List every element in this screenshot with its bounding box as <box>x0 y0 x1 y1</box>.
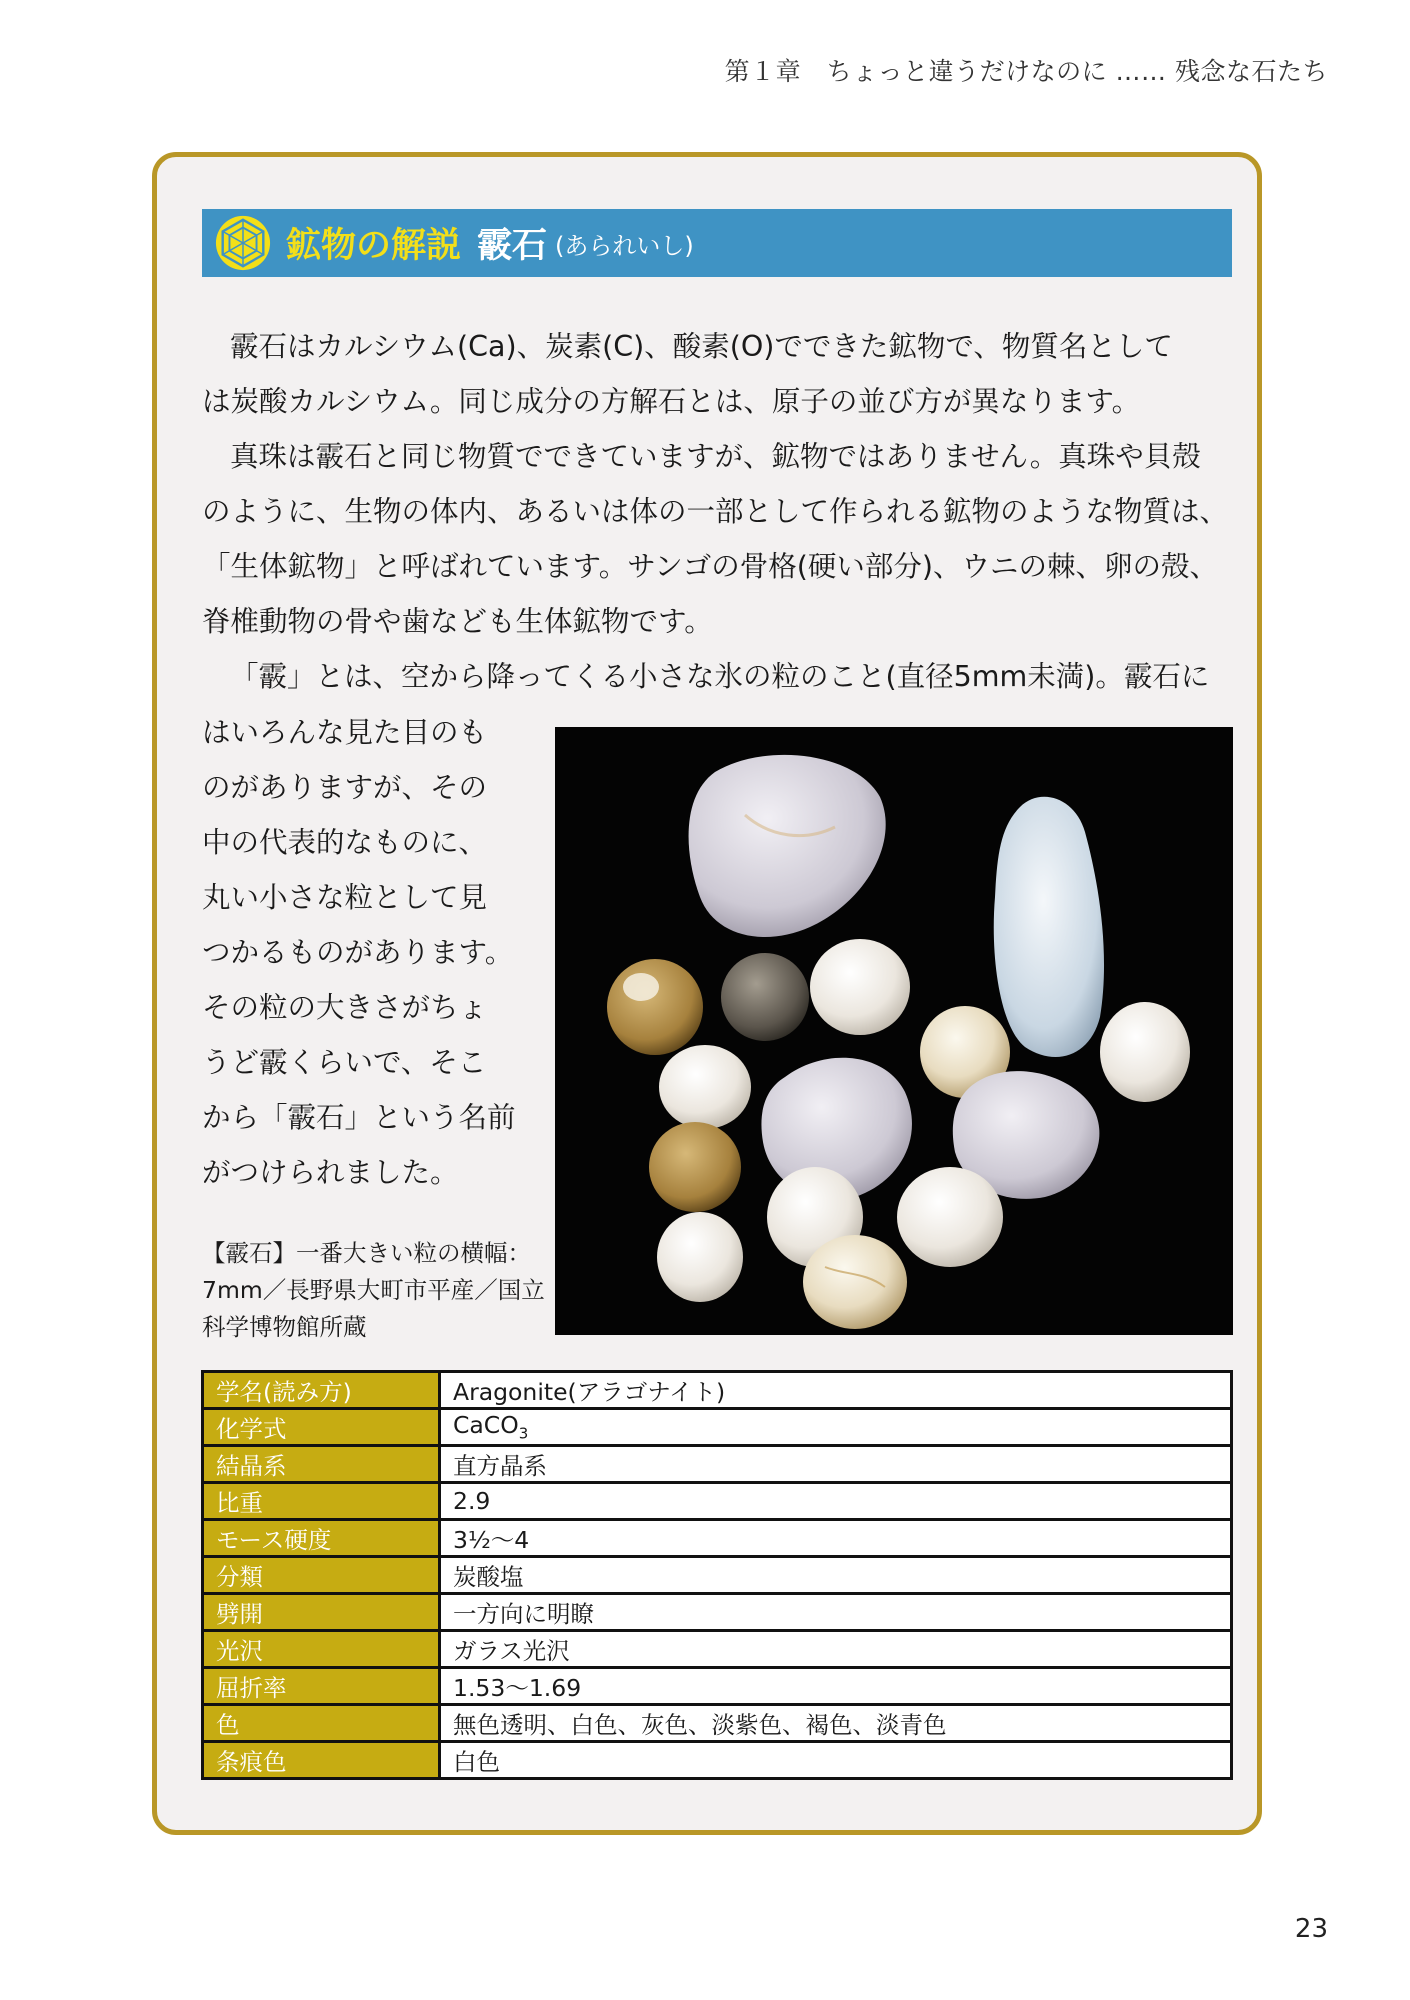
property-label: 結晶系 <box>203 1446 440 1483</box>
property-value: 2.9 <box>440 1483 1232 1520</box>
property-value: 炭酸塩 <box>440 1557 1232 1594</box>
property-value: Aragonite(アラゴナイト) <box>440 1372 1232 1409</box>
paragraph-biomineral <box>202 429 1228 649</box>
text-line: がつけられました。 <box>202 1156 459 1189</box>
aragonite-photo <box>555 727 1233 1335</box>
text-line: 霰石はカルシウム(Ca)、炭素(C)、酸素(O)でできた鉱物で、物質名として <box>230 330 1173 363</box>
table-row <box>203 1446 1232 1483</box>
paragraph-name-origin-continued <box>202 705 516 1200</box>
text-line: 丸い小さな粒として見 <box>202 881 488 914</box>
page-number: 23 <box>1294 1914 1328 1944</box>
section-title: 鉱物の解説 <box>286 226 462 266</box>
text-line: 脊椎動物の骨や歯なども生体鉱物です。 <box>202 605 713 638</box>
property-label: モース硬度 <box>203 1520 440 1557</box>
table-row <box>203 1483 1232 1520</box>
title-bar <box>202 209 1232 277</box>
property-value: 直方晶系 <box>440 1446 1232 1483</box>
property-label: 比重 <box>203 1483 440 1520</box>
property-value: 一方向に明瞭 <box>440 1594 1232 1631</box>
property-label: 光沢 <box>203 1631 440 1668</box>
table-row <box>203 1557 1232 1594</box>
paragraph-name-origin <box>202 649 1209 704</box>
property-label: 劈開 <box>203 1594 440 1631</box>
property-label: 学名(読み方) <box>203 1372 440 1409</box>
text-line: その粒の大きさがちょ <box>202 991 488 1024</box>
table-row <box>203 1372 1232 1409</box>
table-row <box>203 1705 1232 1742</box>
text-line: 「生体鉱物」と呼ばれています。サンゴの骨格(硬い部分)、ウニの棘、卵の殻、 <box>202 550 1219 583</box>
property-value: 3½～4 <box>440 1520 1232 1557</box>
table-row <box>203 1409 1232 1446</box>
table-row <box>203 1742 1232 1779</box>
mineral-name: 霰石 <box>477 226 548 266</box>
formula-subscript: 3 <box>518 1424 529 1443</box>
property-value: 無色透明、白色、灰色、淡紫色、褐色、淡青色 <box>440 1705 1232 1742</box>
property-label: 分類 <box>203 1557 440 1594</box>
text-line: のがありますが、その <box>202 771 488 804</box>
text-line: は炭酸カルシウム。同じ成分の方解石とは、原子の並び方が異なります。 <box>202 385 1141 418</box>
formula-text: CaCO <box>453 1411 519 1440</box>
property-label: 屈折率 <box>203 1668 440 1705</box>
property-label: 条痕色 <box>203 1742 440 1779</box>
property-value: 1.53～1.69 <box>440 1668 1232 1705</box>
table-row <box>203 1668 1232 1705</box>
properties-table <box>201 1370 1233 1780</box>
photo-caption: 【霰石】一番大きい粒の横幅：7mm／長野県大町市平産／国立科学博物館所蔵 <box>202 1239 545 1341</box>
property-value: ガラス光沢 <box>440 1631 1232 1668</box>
text-line: うど霰くらいで、そこ <box>202 1046 487 1079</box>
table-row <box>203 1520 1232 1557</box>
mineral-explanation-panel <box>152 152 1262 1835</box>
table-row <box>203 1631 1232 1668</box>
table-row <box>203 1594 1232 1631</box>
text-line: はいろんな見た目のも <box>202 716 488 749</box>
text-line: 「霰」とは、空から降ってくる小さな氷の粒のこと(直径5mm未満)。霰石に <box>230 660 1210 693</box>
text-line: から「霰石」という名前 <box>202 1101 516 1134</box>
paragraph-composition <box>202 319 1173 429</box>
property-label: 色 <box>203 1705 440 1742</box>
crystal-icon <box>214 214 272 272</box>
property-value <box>440 1409 1232 1446</box>
text-line: つかるものがあります。 <box>202 936 514 969</box>
running-head: 第１章 ちょっと違うだけなのに …… 残念な石たち <box>724 57 1328 86</box>
property-value: 白色 <box>440 1742 1232 1779</box>
text-line: 中の代表的なものに、 <box>202 826 488 859</box>
text-line: のように、生物の体内、あるいは体の一部として作られる鉱物のような物質は、 <box>202 495 1229 528</box>
mineral-reading: (あられいし) <box>555 231 694 260</box>
property-label: 化学式 <box>203 1409 440 1446</box>
text-line: 真珠は霰石と同じ物質でできていますが、鉱物ではありません。真珠や貝殻 <box>230 440 1201 473</box>
